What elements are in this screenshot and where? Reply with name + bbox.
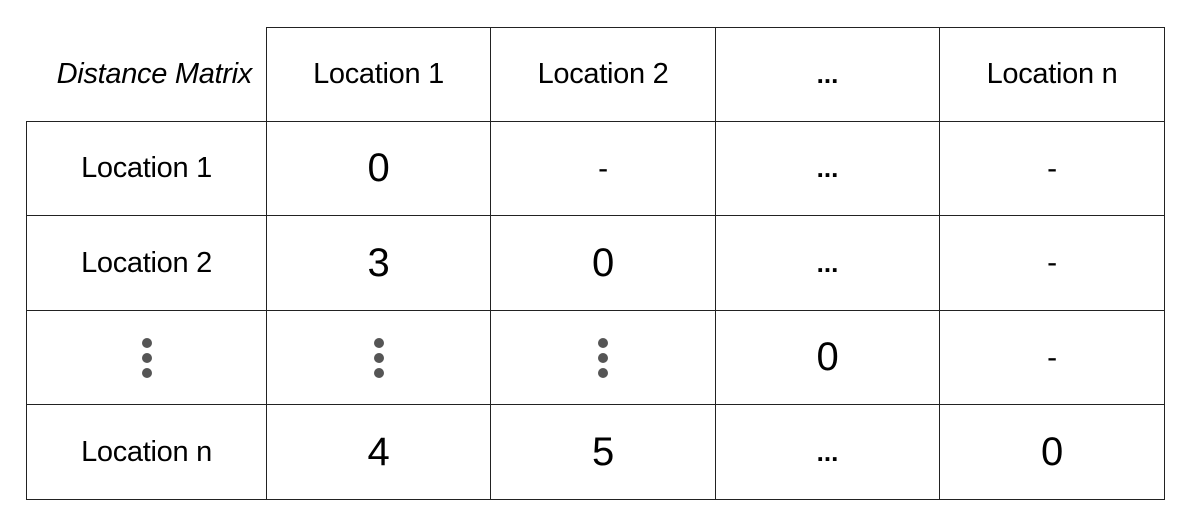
matrix-cell: 0 (491, 216, 716, 311)
column-header-location-2: Location 2 (491, 27, 716, 122)
matrix-cell: 0 (716, 311, 940, 405)
matrix-cell: - (940, 311, 1165, 405)
row-header-location-1: Location 1 (26, 122, 267, 216)
matrix-cell: - (940, 216, 1165, 311)
matrix-cell (491, 311, 716, 405)
matrix-cell: - (940, 122, 1165, 216)
column-header-location-1: Location 1 (267, 27, 491, 122)
matrix-cell: 0 (267, 122, 491, 216)
column-header-location-n: Location n (940, 27, 1165, 122)
row-header-location-n: Location n (26, 405, 267, 500)
row-header-location-2: Location 2 (26, 216, 267, 311)
vertical-ellipsis-icon (142, 338, 152, 378)
vertical-ellipsis-icon (374, 338, 384, 378)
matrix-cell: 5 (491, 405, 716, 500)
matrix-cell: ... (716, 122, 940, 216)
distance-matrix-table (26, 27, 1165, 500)
vertical-ellipsis-icon (598, 338, 608, 378)
column-header-ellipsis: ... (716, 27, 940, 122)
matrix-cell: 3 (267, 216, 491, 311)
matrix-cell: ... (716, 405, 940, 500)
row-header-vertical-ellipsis (26, 311, 267, 405)
matrix-cell: - (491, 122, 716, 216)
matrix-title: Distance Matrix (26, 27, 267, 122)
matrix-cell: 4 (267, 405, 491, 500)
matrix-cell: 0 (940, 405, 1165, 500)
matrix-cell (267, 311, 491, 405)
matrix-cell: ... (716, 216, 940, 311)
